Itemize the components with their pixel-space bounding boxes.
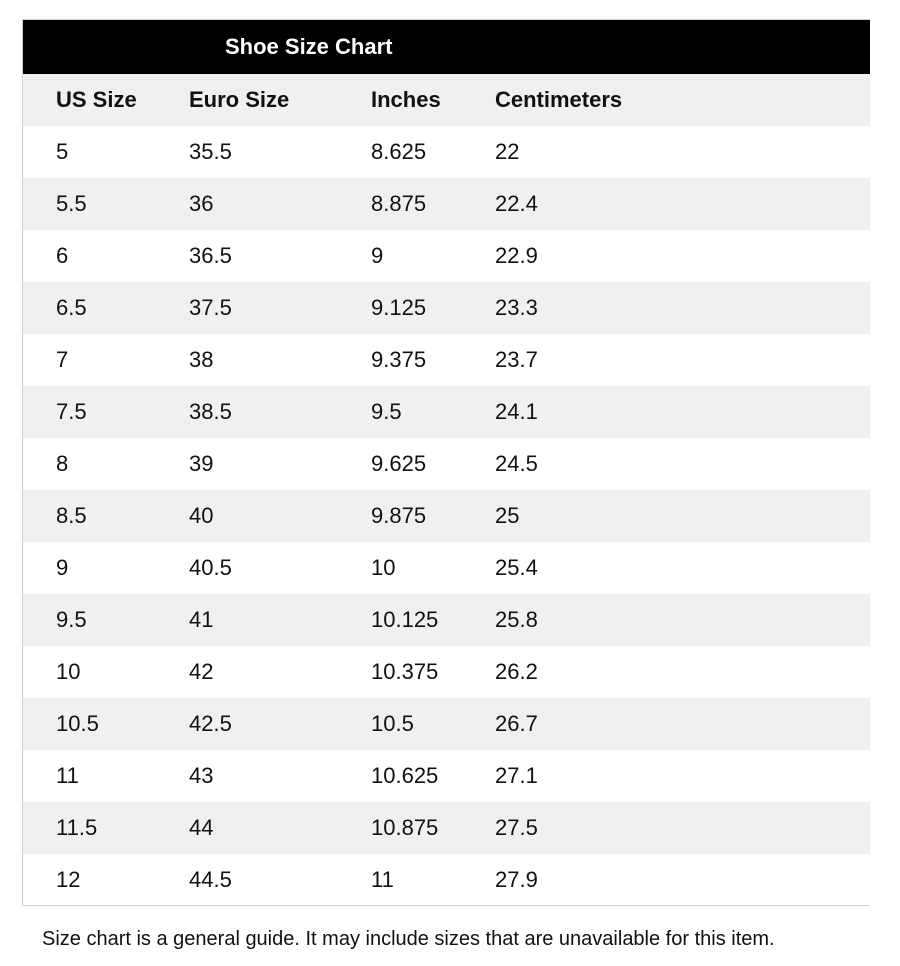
cell-us-size: 11.5 [56, 815, 98, 840]
cell-us-size: 11 [56, 763, 79, 788]
table-row [23, 490, 870, 542]
cell-inches: 9 [371, 243, 384, 268]
cell-euro-size: 39 [189, 451, 214, 476]
cell-centimeters: 23.7 [495, 347, 538, 372]
header-euro-size: Euro Size [189, 87, 290, 112]
cell-inches: 9.875 [371, 503, 427, 528]
cell-inches: 10.625 [371, 763, 439, 788]
cell-inches: 9.375 [371, 347, 427, 372]
chart-title: Shoe Size Chart [23, 20, 870, 74]
cell-centimeters: 24.1 [495, 399, 538, 424]
cell-inches: 8.875 [371, 191, 427, 216]
cell-inches: 10.125 [371, 607, 439, 632]
cell-euro-size: 36.5 [189, 243, 232, 268]
table-header-row [23, 74, 870, 126]
cell-euro-size: 37.5 [189, 295, 232, 320]
table-row [23, 542, 870, 594]
table-row [23, 230, 870, 282]
table-row [23, 698, 870, 750]
cell-us-size: 9 [56, 555, 69, 580]
cell-euro-size: 38 [189, 347, 214, 372]
size-chart-disclaimer: Size chart is a general guide. It may include sizes that are unavailable for this item. [42, 928, 775, 950]
cell-us-size: 7.5 [56, 399, 87, 424]
cell-centimeters: 22 [495, 139, 520, 164]
cell-inches: 9.5 [371, 399, 402, 424]
cell-centimeters: 27.1 [495, 763, 538, 788]
cell-inches: 10 [371, 555, 396, 580]
cell-inches: 11 [371, 867, 394, 892]
table-row [23, 334, 870, 386]
cell-euro-size: 42 [189, 659, 214, 684]
table-row [23, 438, 870, 490]
table-row [23, 386, 870, 438]
table-row [23, 594, 870, 646]
cell-centimeters: 26.7 [495, 711, 538, 736]
table-row [23, 854, 870, 906]
header-inches: Inches [371, 87, 441, 112]
cell-euro-size: 38.5 [189, 399, 232, 424]
cell-euro-size: 41 [189, 607, 214, 632]
cell-centimeters: 24.5 [495, 451, 538, 476]
cell-inches: 10.5 [371, 711, 414, 736]
cell-euro-size: 40 [189, 503, 214, 528]
cell-centimeters: 27.5 [495, 815, 538, 840]
cell-euro-size: 40.5 [189, 555, 232, 580]
cell-centimeters: 27.9 [495, 867, 538, 892]
cell-euro-size: 43 [189, 763, 214, 788]
cell-us-size: 7 [56, 347, 69, 372]
cell-inches: 9.125 [371, 295, 427, 320]
table-row [23, 126, 870, 178]
table-row [23, 646, 870, 698]
cell-us-size: 6 [56, 243, 69, 268]
cell-inches: 10.875 [371, 815, 439, 840]
table-row [23, 802, 870, 854]
cell-centimeters: 26.2 [495, 659, 538, 684]
cell-euro-size: 42.5 [189, 711, 232, 736]
cell-inches: 9.625 [371, 451, 427, 476]
header-centimeters: Centimeters [495, 87, 623, 112]
cell-us-size: 8 [56, 451, 69, 476]
header-us-size: US Size [56, 87, 137, 112]
table-row [23, 178, 870, 230]
cell-us-size: 10.5 [56, 711, 99, 736]
table-row [23, 750, 870, 802]
cell-centimeters: 25.8 [495, 607, 538, 632]
cell-us-size: 9.5 [56, 607, 87, 632]
cell-centimeters: 23.3 [495, 295, 538, 320]
size-chart-table [22, 19, 870, 906]
cell-centimeters: 22.9 [495, 243, 538, 268]
cell-centimeters: 22.4 [495, 191, 538, 216]
cell-us-size: 6.5 [56, 295, 87, 320]
cell-centimeters: 25.4 [495, 555, 538, 580]
cell-euro-size: 35.5 [189, 139, 232, 164]
table-row [23, 282, 870, 334]
cell-us-size: 5 [56, 139, 69, 164]
cell-us-size: 8.5 [56, 503, 87, 528]
cell-us-size: 12 [56, 867, 81, 892]
cell-euro-size: 44.5 [189, 867, 232, 892]
cell-centimeters: 25 [495, 503, 520, 528]
cell-euro-size: 44 [189, 815, 214, 840]
cell-euro-size: 36 [189, 191, 214, 216]
cell-inches: 8.625 [371, 139, 427, 164]
cell-us-size: 5.5 [56, 191, 87, 216]
cell-inches: 10.375 [371, 659, 439, 684]
cell-us-size: 10 [56, 659, 81, 684]
